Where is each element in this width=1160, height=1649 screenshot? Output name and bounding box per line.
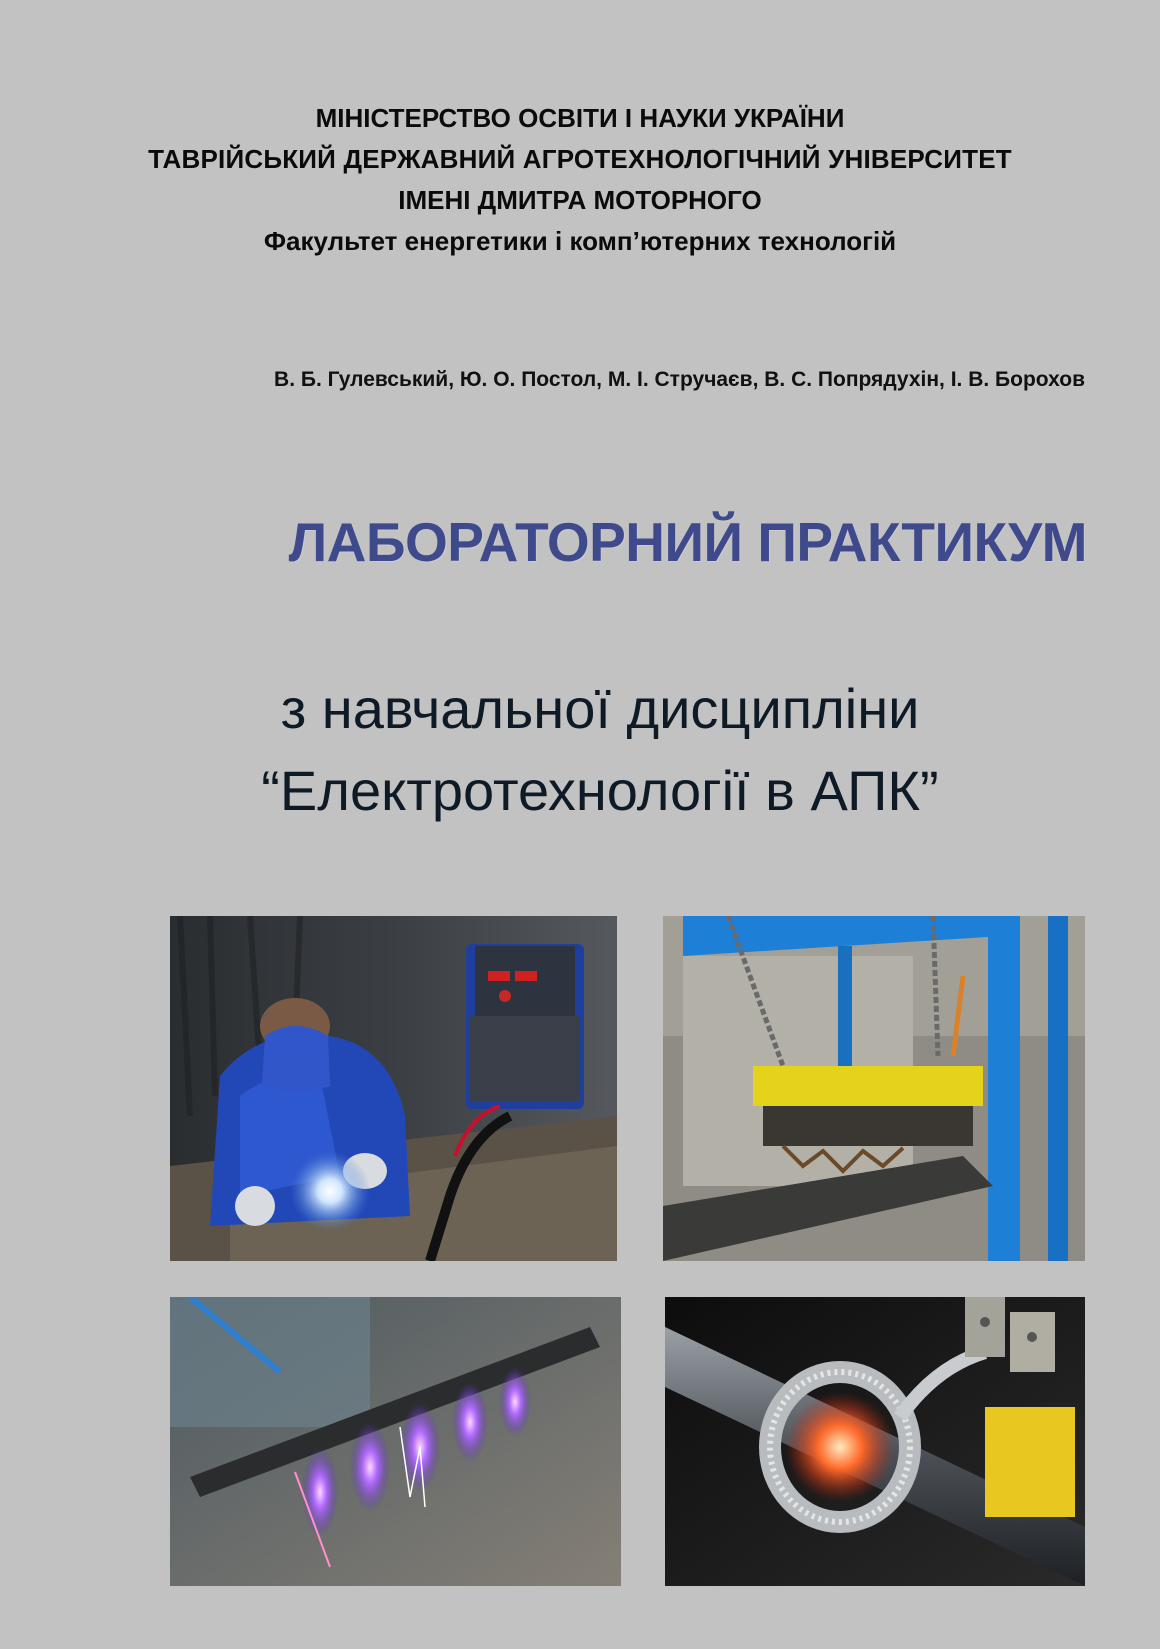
faculty-name: Факультет енергетики і комп’ютерних технологій	[263, 226, 897, 256]
document-title: ЛАБОРАТОРНИЙ ПРАКТИКУМ	[288, 511, 1087, 573]
induction-heating-photo	[665, 1297, 1085, 1586]
plasma-discharge-photo	[170, 1297, 621, 1586]
cover-header	[0, 98, 1160, 262]
university-name: ТАВРІЙСЬКИЙ ДЕРЖАВНИЙ АГРОТЕХНОЛОГІЧНИЙ УНІВЕРСИТЕТ	[148, 144, 1012, 174]
electromagnet-separator-photo	[663, 916, 1085, 1261]
subtitle-line-1: з навчальної дисципліни	[280, 677, 920, 740]
subtitle-line-2: “Електротехнології в АПК”	[261, 759, 939, 822]
ministry-name: МІНІСТЕРСТВО ОСВІТИ І НАУКИ УКРАЇНИ	[315, 103, 845, 133]
authors-line: В. Б. Гулевський, Ю. О. Постол, М. І. Стручаєв, В. С. Попрядухін, І. В. Борохов	[274, 368, 1085, 391]
university-named-after: ІМЕНІ ДМИТРА МОТОРНОГО	[398, 185, 762, 215]
document-subtitle	[0, 668, 1160, 832]
welding-photo	[170, 916, 617, 1261]
